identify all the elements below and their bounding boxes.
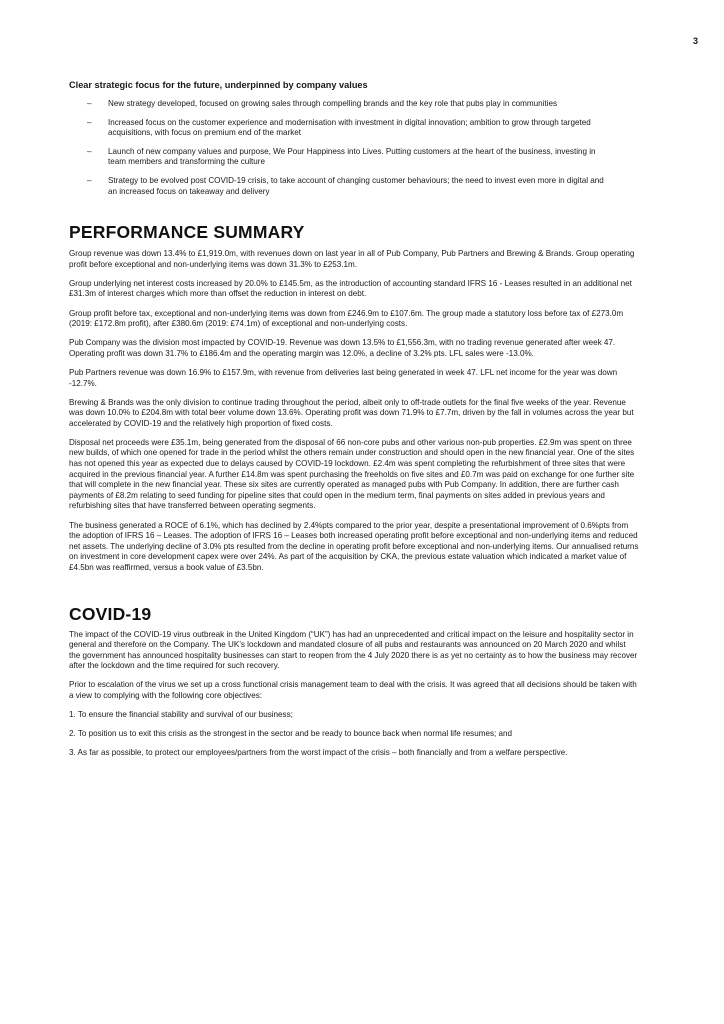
paragraph: The impact of the COVID-19 virus outbreak in the United Kingdom (“UK”) has had an unprecedented and critical impact on the leisure and hospitality sector in general and therefore on the Company. The UK’s lockdown and mandated closure of all pubs and restaurants was announced on 20 March 2020 and whilst the government has announced hospitality businesses can start to reopen from the 4 July 2020 there is as yet no certainty as to how the business may recover after the lockdown and the time required for such recovery.	[69, 629, 638, 671]
objective-item: 3. As far as possible, to protect our employees/partners from the worst impact of the crisis – both financially and from a welfare perspective.	[69, 748, 568, 758]
strategic-focus-list	[69, 99, 639, 197]
paragraph: The business generated a ROCE of 6.1%, which has declined by 2.4%pts compared to the prior year, despite a presentational improvement of 0.6%pts from the adoption of IFRS 16 – Leases. The adoption of IFRS 16 – Leases both increased operating profit before exceptional and non-underlying items and reduced net assets. The underlying decline of 3.0% pts resulted from the decline in operating profit before exceptional and non-underlying items. Our annualised returns on investment in core development capex were over 24%. As part of the acquisition by CKA, the previous estate valuation which indicated a market value of £4.5bn was reaffirmed, versus a book value of £3.5bn.	[69, 520, 639, 572]
performance-summary-section	[69, 222, 639, 573]
strategic-focus-heading: Clear strategic focus for the future, underpinned by company values	[69, 80, 368, 90]
paragraph: Group profit before tax, exceptional and non-underlying items was down from £246.9m to £107.6m. The group made a statutory loss before tax of £273.0m (2019: £172.8m profit), after £380.6m (2019: £74.1m) of exceptional and non-underlying costs.	[69, 308, 624, 329]
objective-item: 2. To position us to exit this crisis as the strongest in the sector and be ready to bounce back when normal life resumes; and	[69, 729, 512, 739]
objective-item: 1. To ensure the financial stability and survival of our business;	[69, 710, 293, 720]
covid-section	[69, 604, 639, 759]
page-number: 3	[692, 36, 698, 46]
paragraph: Group underlying net interest costs increased by 20.0% to £145.5m, as the introduction of accounting standard IFRS 16 - Leases resulted in an additional net £31.3m of interest charges which more than offset the reduction in interest on debt.	[69, 278, 632, 299]
paragraph: Brewing & Brands was the only division to continue trading throughout the period, albeit only to off-trade outlets for the final five weeks of the year. Revenue was down 10.0% to £204.8m with total beer volume down 13.6%. Operating profit was down 71.9% to £7.7m, driven by the fall in volumes across the year but accelerated by COVID-19 and the relatively high proportion of fixed costs.	[69, 397, 634, 428]
dash-bullet-icon: –	[87, 146, 92, 156]
dash-bullet-icon: –	[87, 99, 92, 108]
list-item: – New strategy developed, focused on growing sales through compelling brands and the key role that pubs play in communities	[87, 99, 558, 108]
paragraph: Disposal net proceeds were £35.1m, being generated from the disposal of 66 non-core pubs and other various non-pub properties. £2.9m was spent on three new builds, of which one opened for trade in the period whilst the others remain under construction and should open in the new financial year. One of the sites has not opened this year as expected due to delays caused by COVID-19 lockdown. £2.4m was spent completing the refurbishment of three sites that were acquired in the previous financial year. A further £14.8m was spent purchasing the freeholds on five sites and £0.7m was paid on exchange for one further site that will complete in the new financial year. These six sites are currently operated as managed pubs with Pub Company. In addition, there are further cash payments of £8.2m relating to seed funding for pipeline sites that could open in the medium term, final payments on sites added in previous years and refurbishing sites that have transferred between operating segments.	[69, 437, 635, 511]
paragraph: Pub Company was the division most impacted by COVID-19. Revenue was down 13.5% to £1,556.3m, with no trading revenue generated after week 47. Operating profit was down 31.7% to £186.4m and the operating margin was 12.0%, a decline of 3.2% pts. LFL sales were -13.0%.	[69, 338, 616, 358]
dash-bullet-icon: –	[87, 175, 92, 185]
paragraph: Group revenue was down 13.4% to £1,919.0m, with revenues down on last year in all of Pub Company, Pub Partners and Brewing & Brands. Group operating profit before exceptional and non-underlying items was down 31.3% to £253.1m.	[69, 249, 635, 269]
strategic-focus-section	[69, 79, 639, 197]
document-body	[69, 79, 639, 767]
list-item: – Strategy to be evolved post COVID-19 crisis, to take account of changing customer behaviours; the need to invest even more in digital and an increased focus on takeaway and delivery	[87, 175, 604, 196]
dash-bullet-icon: –	[87, 117, 92, 127]
list-item: – Increased focus on the customer experience and modernisation with investment in digital innovation; ambition to grow through targeted acquisitions, with focus on premium end of the market	[87, 117, 591, 138]
performance-summary-title: PERFORMANCE SUMMARY	[69, 222, 305, 243]
paragraph: Pub Partners revenue was down 16.9% to £157.9m, with revenue from deliveries last being generated in week 47. LFL net income for the year was down -12.7%.	[69, 367, 618, 388]
covid-title: COVID-19	[69, 603, 152, 624]
paragraph: Prior to escalation of the virus we set up a cross functional crisis management team to deal with the crisis. It was agreed that all decisions should be taken with a view to complying with the following core objectives:	[69, 680, 637, 700]
list-item: – Launch of new company values and purpose, We Pour Happiness into Lives. Putting customers at the heart of the business, investing in team members and transforming the culture	[87, 146, 596, 167]
